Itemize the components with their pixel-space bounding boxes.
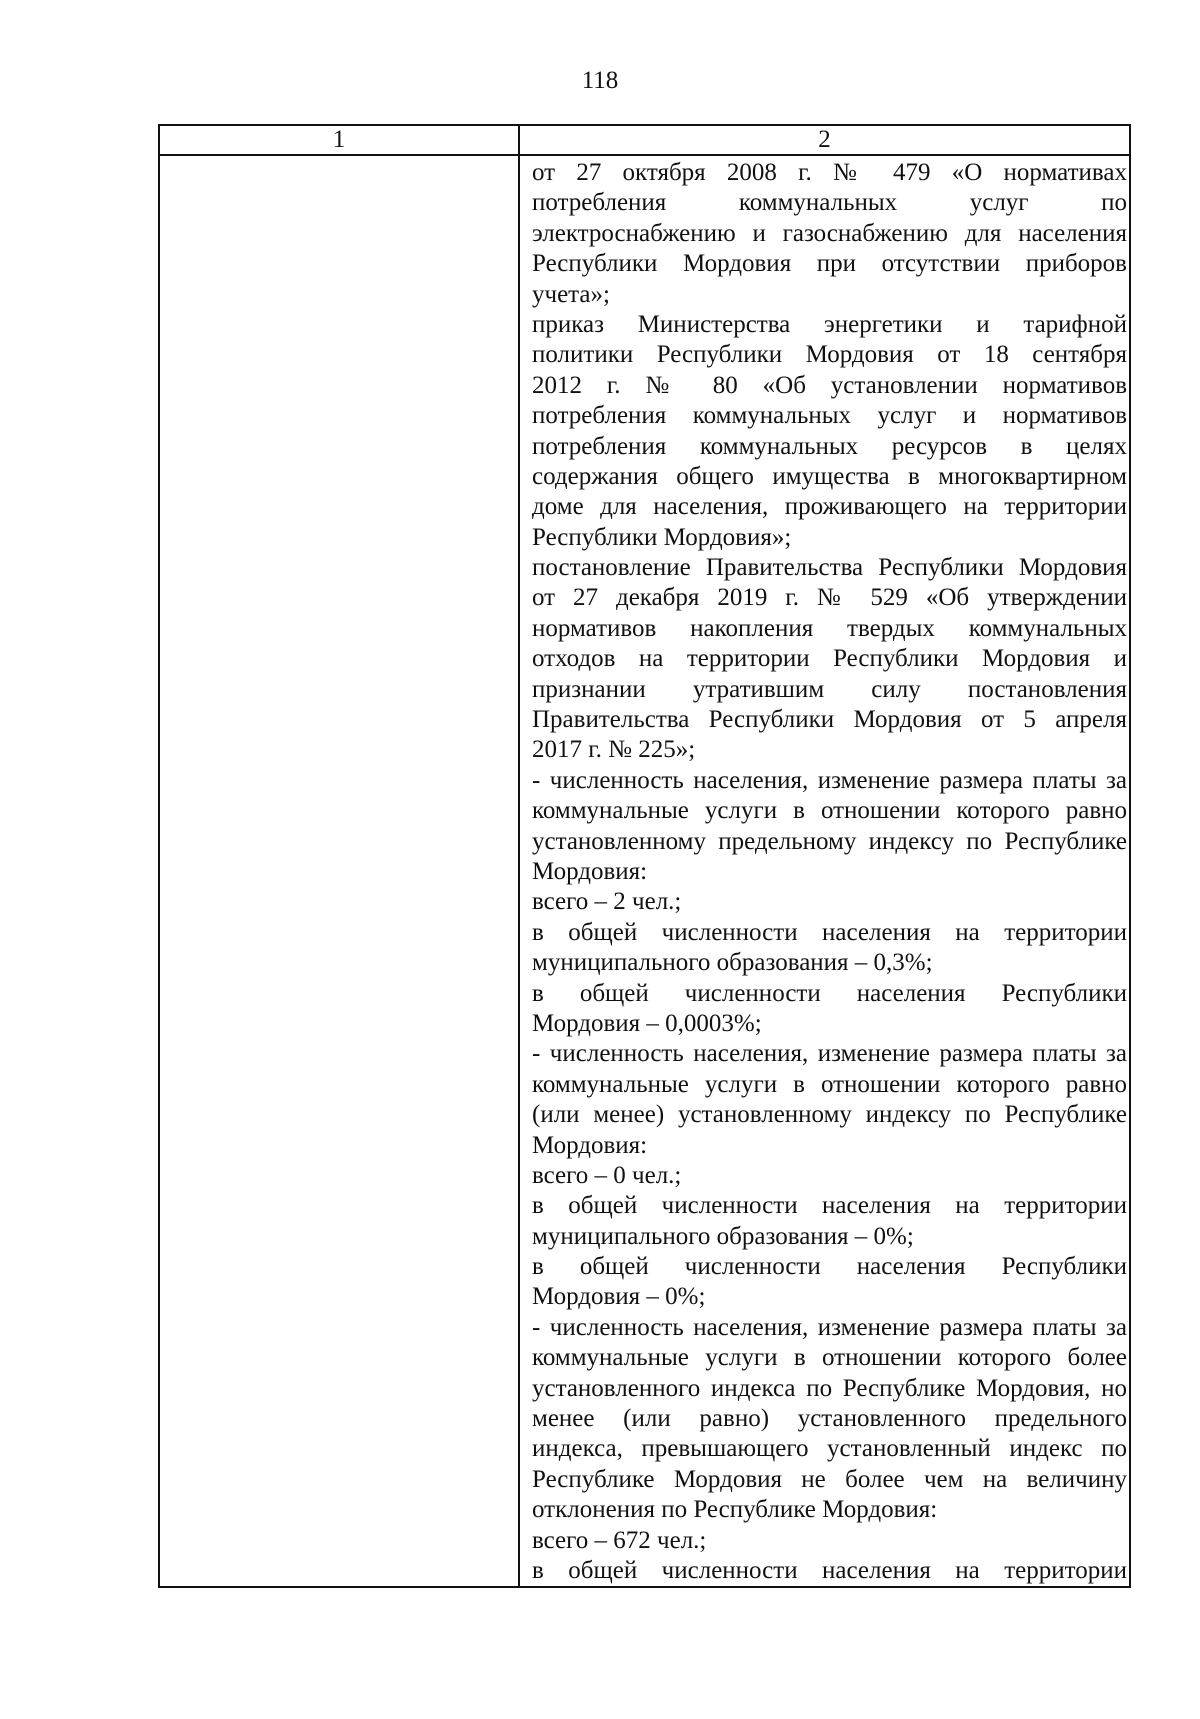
text-line: коммунальные услуги в отношении которого более: [532, 1344, 1127, 1372]
text-line: Республики Мордовия при отсутствии приборов: [532, 250, 1127, 278]
text-line: индекса, превышающего установленный индекс по: [532, 1435, 1127, 1463]
text-line: - численность населения, изменение размера платы за: [532, 1313, 1127, 1341]
text-line: - численность населения, изменение размера платы за: [532, 766, 1127, 794]
text-line: признании утратившим силу постановления: [532, 675, 1127, 703]
text-line: установленного индекса по Республике Мордовия, но: [532, 1374, 1127, 1402]
text-line: 2017 г. № 225»;: [532, 736, 696, 764]
column-header-1: 1: [332, 126, 346, 153]
document-table: [158, 124, 1131, 1588]
text-line: менее (или равно) установленного предельного: [532, 1405, 1127, 1433]
text-line: в общей численности населения Республики: [532, 979, 1127, 1007]
text-line: - численность населения, изменение размера платы за: [532, 1040, 1127, 1068]
text-line: Мордовия – 0,0003%;: [532, 1009, 762, 1037]
text-line: коммунальные услуги в отношении которого равно: [532, 1070, 1127, 1098]
text-line: содержания общего имущества в многоквартирном: [532, 462, 1127, 490]
text-line: от 27 декабря 2019 г. № 529 «Об утверждении: [532, 584, 1127, 612]
text-line: в общей численности населения на территории: [532, 1556, 1127, 1584]
text-line: муниципального образования – 0%;: [532, 1222, 914, 1250]
text-line: учета»;: [532, 280, 610, 308]
text-line: всего – 0 чел.;: [532, 1161, 682, 1189]
text-line: доме для населения, проживающего на территории: [532, 493, 1127, 521]
text-line: в общей численности населения на территории: [532, 918, 1127, 946]
table-header-row: [160, 126, 1129, 156]
text-line: отклонения по Республике Мордовия:: [532, 1496, 938, 1524]
text-line: установленному предельному индексу по Республике: [532, 827, 1127, 855]
text-line: электроснабжению и газоснабжению для населения: [532, 219, 1127, 247]
text-line: коммунальные услуги в отношении которого равно: [532, 797, 1127, 825]
column-2-text: [518, 158, 1129, 1586]
text-line: Мордовия:: [532, 1131, 648, 1159]
text-line: в общей численности населения на территории: [532, 1192, 1127, 1220]
column-header-2: 2: [818, 126, 831, 153]
text-line: всего – 672 чел.;: [532, 1526, 707, 1554]
text-line: постановление Правительства Республики Мордовия: [532, 554, 1127, 582]
page-number: 118: [581, 67, 619, 94]
text-line: (или менее) установленному индексу по Республике: [532, 1101, 1127, 1129]
text-line: Мордовия – 0%;: [532, 1283, 706, 1311]
text-line: потребления коммунальных услуг и нормативов: [532, 402, 1127, 430]
text-line: приказ Министерства энергетики и тарифной: [532, 310, 1127, 338]
text-line: потребления коммунальных ресурсов в целях: [532, 432, 1127, 460]
text-line: в общей численности населения Республики: [532, 1253, 1127, 1281]
text-line: потребления коммунальных услуг по: [532, 189, 1127, 217]
text-line: всего – 2 чел.;: [532, 888, 682, 916]
text-line: Республике Мордовия не более чем на величину: [532, 1465, 1127, 1493]
text-line: нормативов накопления твердых коммунальных: [532, 614, 1127, 642]
text-line: политики Республики Мордовия от 18 сентября: [532, 341, 1127, 369]
text-line: муниципального образования – 0,3%;: [532, 949, 933, 977]
text-line: Мордовия:: [532, 857, 648, 885]
text-line: 2012 г. № 80 «Об установлении нормативов: [532, 371, 1127, 399]
text-line: Республики Мордовия»;: [532, 523, 792, 551]
text-line: отходов на территории Республики Мордовия и: [532, 645, 1127, 673]
text-line: от 27 октября 2008 г. № 479 «О нормативах: [532, 159, 1127, 186]
text-line: Правительства Республики Мордовия от 5 апреля: [532, 706, 1127, 734]
